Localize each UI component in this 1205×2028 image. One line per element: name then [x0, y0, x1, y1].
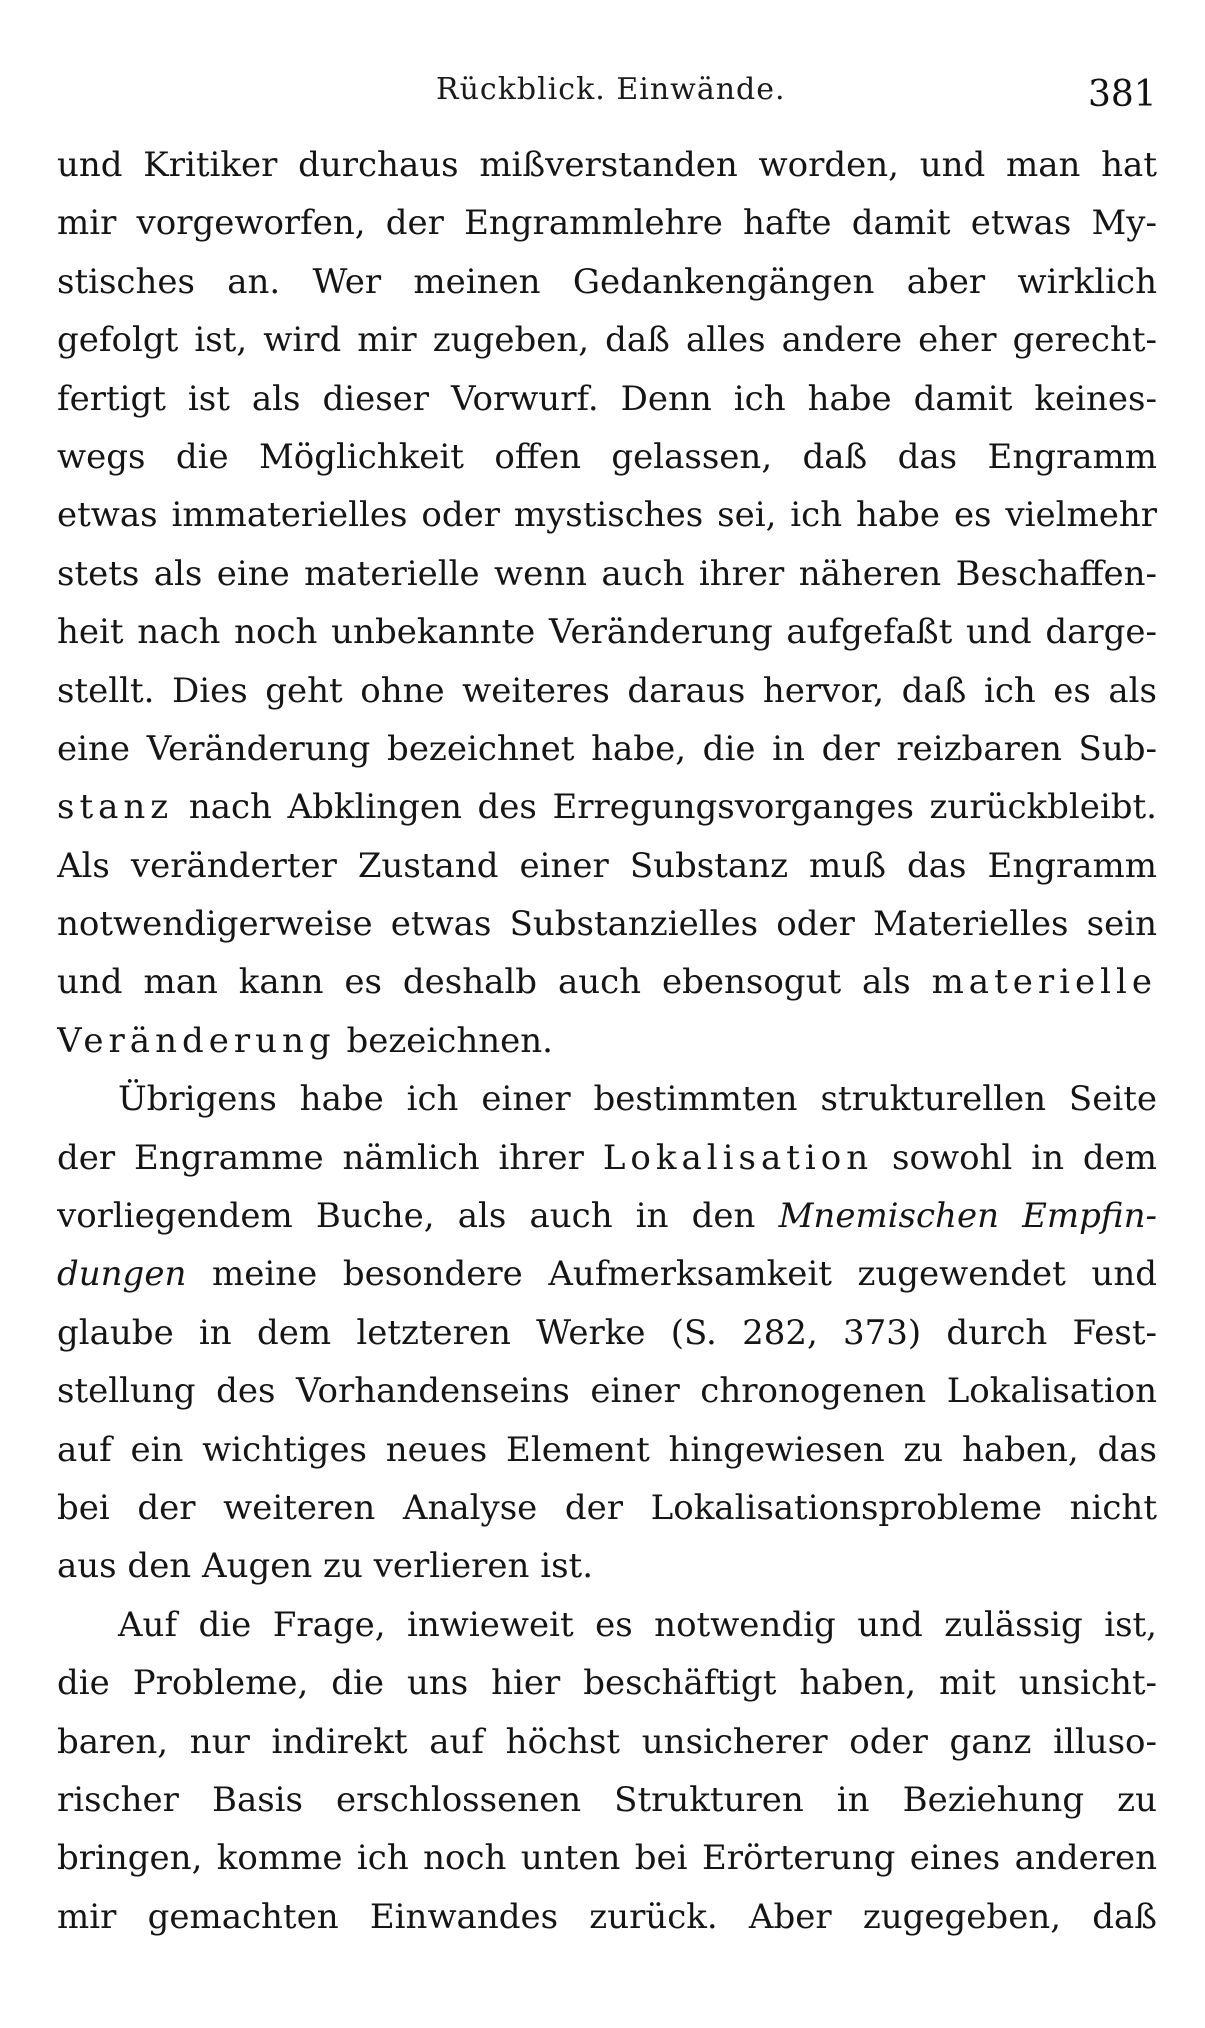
text-line: gefolgt ist, wird mir zugeben, daß alles andere eher gerecht-	[57, 320, 1157, 361]
body-text	[57, 136, 1157, 1946]
text-line: rischer Basis erschlossenen Strukturen in Beziehung zu	[57, 1779, 1157, 1820]
text-line: eine Veränderung bezeichnet habe, die in der reizbaren Sub-	[57, 728, 1157, 769]
text-line: Übrigens habe ich einer bestimmten strukturellen Seite	[118, 1079, 1157, 1120]
text-line-spaced	[57, 1012, 1157, 1070]
text-fragment: nach Abklingen des Erregungsvorganges zurückbleibt.	[188, 787, 1157, 828]
italic-title: Mnemischen Empfin-	[778, 1196, 1157, 1237]
text-line: stets als eine materielle wenn auch ihrer näheren Beschaffen-	[57, 553, 1157, 594]
text-line: die Probleme, die uns hier beschäftigt haben, mit unsicht-	[57, 1663, 1157, 1704]
text-line: notwendigerweise etwas Substanzielles oder Materielles sein	[57, 904, 1157, 945]
text-fragment: bezeichnen.	[346, 1020, 553, 1061]
italic-title: dungen	[57, 1254, 187, 1295]
text-line-italic	[57, 1245, 1157, 1303]
text-line-spaced	[57, 778, 1157, 836]
spaced-word: Veränderung	[57, 1020, 336, 1061]
text-line: mir gemachten Einwandes zurück. Aber zugegeben, daß	[57, 1896, 1157, 1937]
text-line: baren, nur indirekt auf höchst unsicherer oder ganz illuso-	[57, 1721, 1157, 1762]
text-line: und Kritiker durchaus mißverstanden worden, und man hat	[57, 145, 1157, 185]
spaced-word: Lokalisation	[602, 1137, 874, 1178]
spaced-word: stanz	[57, 787, 174, 828]
text-fragment: der Engramme nämlich ihrer	[57, 1137, 584, 1178]
text-line: aus den Augen zu verlieren ist.	[57, 1546, 593, 1587]
text-line: glaube in dem letzteren Werke (S. 282, 373) durch Fest-	[57, 1312, 1157, 1353]
text-line: bringen, komme ich noch unten bei Erörterung eines anderen	[57, 1838, 1157, 1879]
text-line-spaced	[57, 953, 1157, 1011]
text-line-italic	[57, 1187, 1157, 1245]
text-line: fertigt ist als dieser Vorwurf. Denn ich habe damit keines-	[57, 378, 1157, 419]
paragraph-2	[57, 1070, 1157, 1596]
text-fragment: und man kann es deshalb auch ebensogut als	[57, 962, 911, 1003]
spaced-word: materielle	[931, 962, 1157, 1003]
text-fragment: vorliegendem Buche, als auch in den	[57, 1196, 756, 1237]
text-line: stellung des Vorhandenseins einer chronogenen Lokalisation	[57, 1371, 1157, 1412]
text-line: heit nach noch unbekannte Veränderung aufgefaßt und darge-	[57, 612, 1157, 653]
text-line: Als veränderter Zustand einer Substanz muß das Engramm	[57, 845, 1157, 886]
text-line: wegs die Möglichkeit offen gelassen, daß das Engramm	[57, 436, 1157, 477]
text-line: Auf die Frage, inwieweit es notwendig und zulässig ist,	[118, 1604, 1157, 1645]
text-line: mir vorgeworfen, der Engrammlehre hafte damit etwas My-	[57, 203, 1157, 244]
text-fragment: meine besondere Aufmerksamkeit zugewendet und	[211, 1254, 1157, 1295]
text-line: stellt. Dies geht ohne weiteres daraus hervor, daß ich es als	[57, 670, 1157, 711]
text-line: bei der weiteren Analyse der Lokalisationsprobleme nicht	[57, 1487, 1157, 1528]
text-line: auf ein wichtiges neues Element hingewiesen zu haben, das	[57, 1429, 1157, 1470]
text-fragment: sowohl in dem	[892, 1137, 1157, 1178]
page-number: 381	[1088, 74, 1157, 115]
running-head: Rückblick. Einwände.	[436, 72, 786, 107]
text-line: stisches an. Wer meinen Gedankengängen aber wirklich	[57, 261, 1157, 302]
page-header	[0, 64, 1205, 124]
paragraph-1	[57, 136, 1157, 1070]
text-line-spaced	[57, 1129, 1157, 1187]
paragraph-3	[57, 1596, 1157, 1946]
text-line: etwas immaterielles oder mystisches sei, ich habe es vielmehr	[57, 495, 1157, 536]
